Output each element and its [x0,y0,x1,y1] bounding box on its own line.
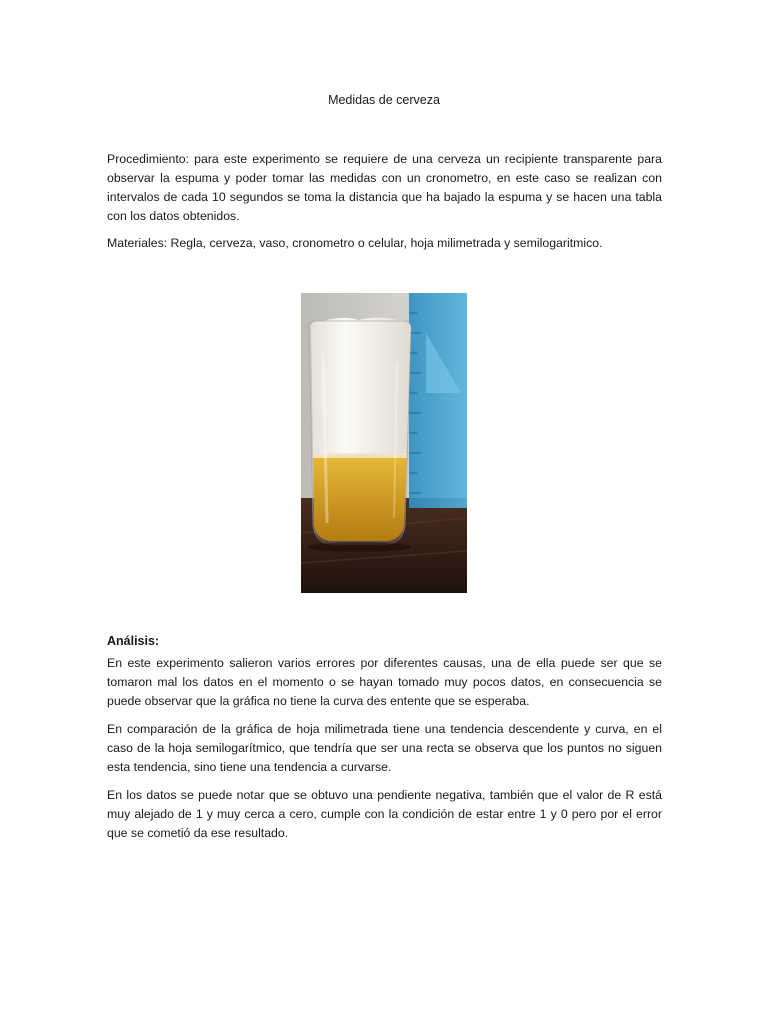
analysis-paragraph-3: En los datos se puede notar que se obtuvo una pendiente negativa, también que el valor de R está muy alejado de 1 y muy cerca a cero, cumple con la condición de estar entre 1 y 0 pero por el error que se cometió da ese resultado. [107,788,662,840]
beer-glass-photo [301,293,467,593]
materials-paragraph: Materiales: Regla, cerveza, vaso, cronometro o celular, hoja milimetrada y semilogaritmico. [107,236,603,250]
analysis-paragraph-2: En comparación de la gráfica de hoja milimetrada tiene una tendencia descendente y curva, en el caso de la hoja semilogarítmico, que tendría que ser una recta se observa que los puntos no siguen esta tendencia, sino tiene una tendencia a curvarse. [107,722,662,774]
analysis-paragraph-1: En este experimento salieron varios errores por diferentes causas, una de ella puede ser que se tomaron mal los datos en el momento o se hayan tomado muy pocos datos, en consecuencia se puede observar que la gráfica no tiene la curva des entente que se esperaba. [107,656,662,708]
procedure-paragraph: Procedimiento: para este experimento se requiere de una cerveza un recipiente transparente para observar la espuma y poder tomar las medidas con un cronometro, en este caso se realizan con intervalos de cada 10 segundos se toma la distancia que ha bajado la espuma y se hacen una tabla con los datos obtenidos. [107,152,662,223]
analysis-heading: Análisis: [107,634,160,648]
beer-glass-icon [301,293,467,593]
page-title: Medidas de cerveza [328,93,440,107]
